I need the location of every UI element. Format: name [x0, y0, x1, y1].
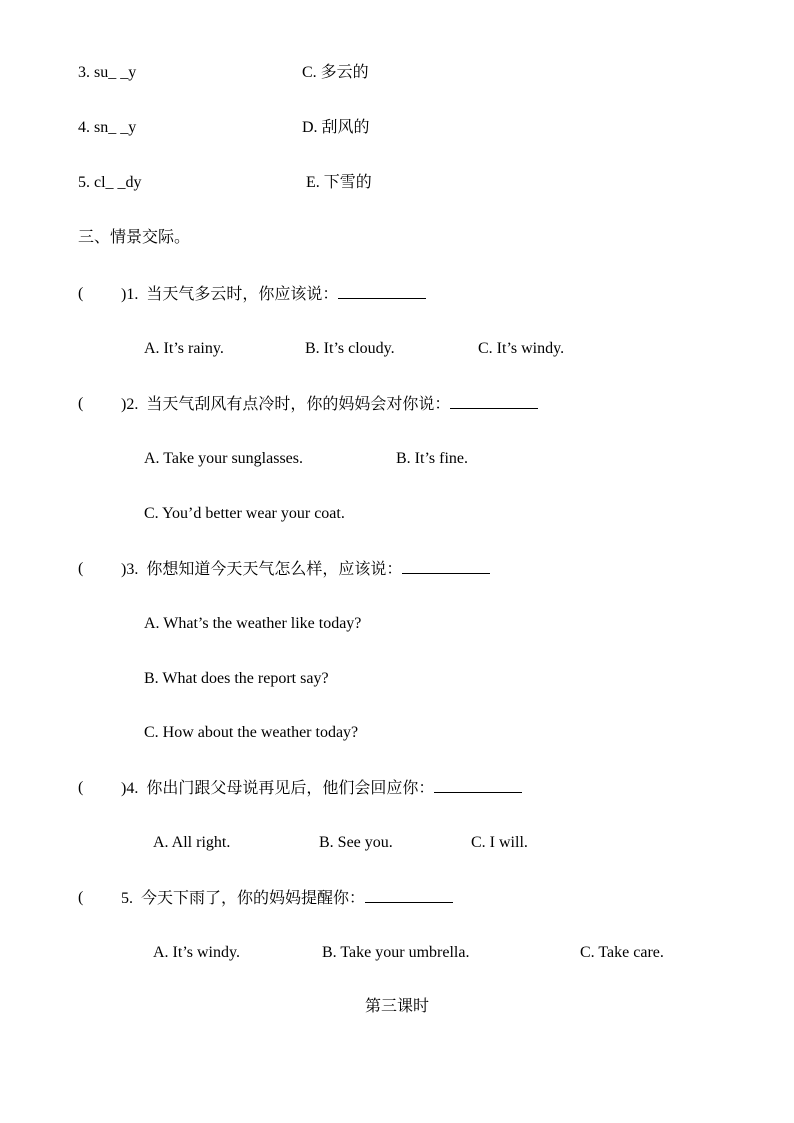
answer-blank — [338, 284, 426, 299]
question-2 — [121, 394, 538, 415]
question-text: 当天气刮风有点冷时，你的妈妈会对你说： — [146, 396, 451, 413]
match-right-d: D. 刮风的 — [302, 119, 370, 136]
match-right-e: E. 下雪的 — [306, 174, 372, 191]
question-4 — [121, 778, 522, 799]
answer-blank — [402, 559, 490, 574]
question-number: 5. — [121, 890, 133, 907]
option-1a: A. It’s rainy. — [144, 340, 224, 357]
option-3b: B. What does the report say? — [144, 670, 329, 687]
option-4b: B. See you. — [319, 834, 393, 851]
option-3a: A. What’s the weather like today? — [144, 615, 362, 632]
question-5 — [121, 888, 453, 909]
option-1c: C. It’s windy. — [478, 340, 565, 357]
question-number: )3. — [121, 561, 139, 578]
option-5a: A. It’s windy. — [153, 944, 240, 961]
answer-blank — [434, 778, 522, 793]
question-text: 今天下雨了，你的妈妈提醒你： — [141, 890, 366, 907]
match-left-3: 3. su_ _y — [78, 64, 137, 81]
answer-paren-1: ( — [78, 285, 84, 302]
match-right-c: C. 多云的 — [302, 64, 369, 81]
match-left-4: 4. sn_ _y — [78, 119, 137, 136]
answer-paren-5: ( — [78, 889, 84, 906]
answer-blank — [365, 888, 453, 903]
option-2a: A. Take your sunglasses. — [144, 450, 304, 467]
section-title: 三、情景交际。 — [78, 229, 191, 246]
option-1b: B. It’s cloudy. — [305, 340, 395, 357]
question-text: 你想知道今天天气怎么样，应该说： — [146, 561, 403, 578]
question-number: )4. — [121, 780, 139, 797]
question-number: )2. — [121, 396, 139, 413]
answer-blank — [450, 394, 538, 409]
answer-paren-4: ( — [78, 779, 84, 796]
option-5b: B. Take your umbrella. — [322, 944, 470, 961]
option-3c: C. How about the weather today? — [144, 724, 359, 741]
question-3 — [121, 559, 490, 580]
answer-paren-3: ( — [78, 560, 84, 577]
option-2c: C. You’d better wear your coat. — [144, 505, 345, 522]
option-4c: C. I will. — [471, 834, 528, 851]
option-5c: C. Take care. — [580, 944, 664, 961]
answer-paren-2: ( — [78, 395, 84, 412]
question-text: 你出门跟父母说再见后，他们会回应你： — [146, 780, 435, 797]
question-number: )1. — [121, 286, 139, 303]
question-text: 当天气多云时，你应该说： — [146, 286, 339, 303]
lesson-heading: 第三课时 — [364, 998, 429, 1015]
match-left-5: 5. cl_ _dy — [78, 174, 142, 191]
option-2b: B. It’s fine. — [396, 450, 468, 467]
option-4a: A. All right. — [153, 834, 231, 851]
question-1 — [121, 284, 426, 305]
